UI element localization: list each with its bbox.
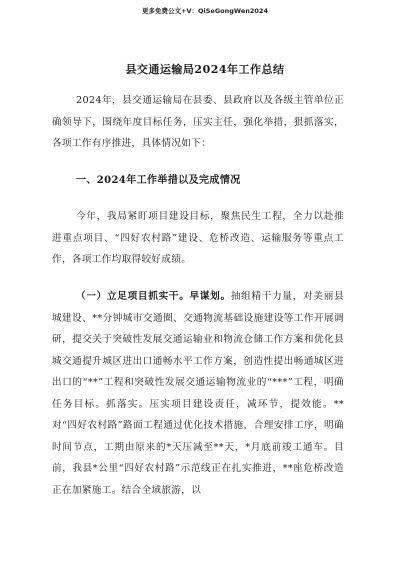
document-title: 县交通运输局2024年工作总结 bbox=[125, 63, 285, 76]
subsection-paragraph bbox=[52, 286, 344, 566]
intro-paragraph: 2024年，县交通运输局在县委、县政府以及各级主管单位正确领导下，围绕年度目标任务，压实主任，强化举措，狠抓落实，各项工作有序推进，具体情况如下： bbox=[52, 95, 344, 149]
header-note: 更多免费公文+V：QiSeGongWen2024 bbox=[142, 7, 268, 15]
subsection-text: 抽组精干力量，对美丽县城建设、**分钟城市交通圈、交通物流基础设施建设等工作开展调研，提交关于突破性发展交通运输业和物流仓储工作方案和优化县城交通提升城区进出口通畅水平工作方案，创造性提出畅通城区进出口的“**”工程和突破性发展交通运输物流业的“***”工程，明确任务目标。抓落实。压实项目建设责任，减环节，提效能。**对“四好农村路”路面工程通过优化技术措施，合理安排工序，明确时间节点，工期由原来的*天压减至**天，*月底前竣工通车。目前，我县*公里“四好农村路”示范线正在扎实推进，**座危桥改造正在加紧施工。结合全域旅游，以 bbox=[52, 291, 344, 496]
subsection-lead: （一）立足项目抓实干。早谋划。 bbox=[76, 291, 231, 302]
section-heading: 一、2024年工作举措以及完成情况 bbox=[76, 175, 241, 186]
section-paragraph: 今年，我局紧盯项目建设目标，聚焦民生工程，全力以赴推进重点项目、“四好农村路”建设、危桥改造、运输服务等重点工作，各项工作均取得较好成绩。 bbox=[52, 211, 344, 265]
